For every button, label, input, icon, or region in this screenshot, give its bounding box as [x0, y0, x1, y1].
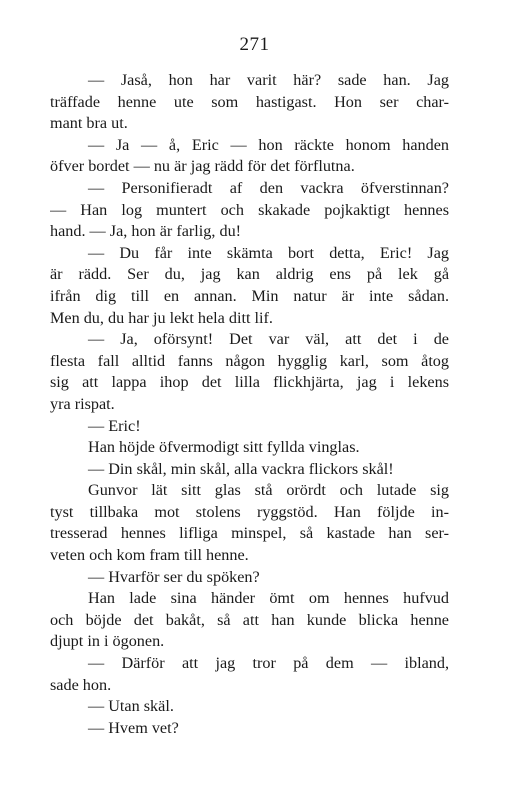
text-line: — Jaså, hon har varit här? sade han. Jag [88, 71, 449, 89]
text-line: — Personifieradt af den vackra öfverstinnan? [88, 178, 449, 197]
text-line: — Därför att jag tror på dem — ibland, [88, 654, 449, 673]
text-line: — Han log muntert och skakade pojkaktigt hennes [50, 200, 449, 219]
text-line: sade hon. [50, 675, 112, 694]
text-line: veten och kom fram till henne. [50, 546, 249, 565]
page-number: 271 [239, 34, 270, 55]
text-line: är rädd. Ser du, jag kan aldrig ens på lek gå [50, 265, 449, 284]
text-line: mant bra ut. [50, 114, 128, 133]
text-line: ifrån dig till en annan. Min natur är inte sådan. [50, 286, 449, 305]
text-line: — Utan skäl. [88, 697, 174, 716]
text-line: sig att lappa ihop det lilla flickhjärta, jag i lekens [50, 373, 449, 392]
text-line: flesta fall alltid fanns någon hygglig karl, som åtog [50, 351, 449, 370]
text-line: Gunvor lät sitt glas stå orördt och lutade sig [88, 481, 449, 500]
page-body-text [50, 70, 449, 739]
text-line: träffade henne ute som hastigast. Hon ser char- [50, 92, 449, 111]
text-line: djupt in i ögonen. [50, 632, 165, 651]
text-line: Han höjde öfvermodigt sitt fyllda vinglas. [88, 438, 360, 457]
text-line: tresserad hennes lifliga minspel, så kastade han ser- [50, 524, 449, 543]
text-line: och böjde det bakåt, så att han kunde blicka henne [50, 610, 449, 629]
text-line: — Eric! [88, 416, 141, 435]
text-line: — Ja, oförsynt! Det var väl, att det i de [88, 330, 449, 349]
text-line: — Du får inte skämta bort detta, Eric! Jag [88, 243, 449, 262]
text-line: — Din skål, min skål, alla vackra flickors skål! [88, 459, 394, 478]
text-line: Han lade sina händer ömt om hennes hufvud [88, 589, 449, 608]
text-line: — Hvarför ser du spöken? [88, 567, 260, 586]
text-line: öfver bordet — nu är jag rädd för det förflutna. [50, 157, 355, 176]
text-line: — Ja — å, Eric — hon räckte honom handen [88, 135, 449, 154]
text-line: Men du, du har ju lekt hela ditt lif. [50, 308, 273, 327]
text-line: yra rispat. [50, 394, 115, 413]
text-line: — Hvem vet? [88, 718, 179, 737]
text-line: hand. — Ja, hon är farlig, du! [50, 222, 242, 241]
text-line: tyst tillbaka mot stolens ryggstöd. Han följde in- [50, 502, 449, 521]
